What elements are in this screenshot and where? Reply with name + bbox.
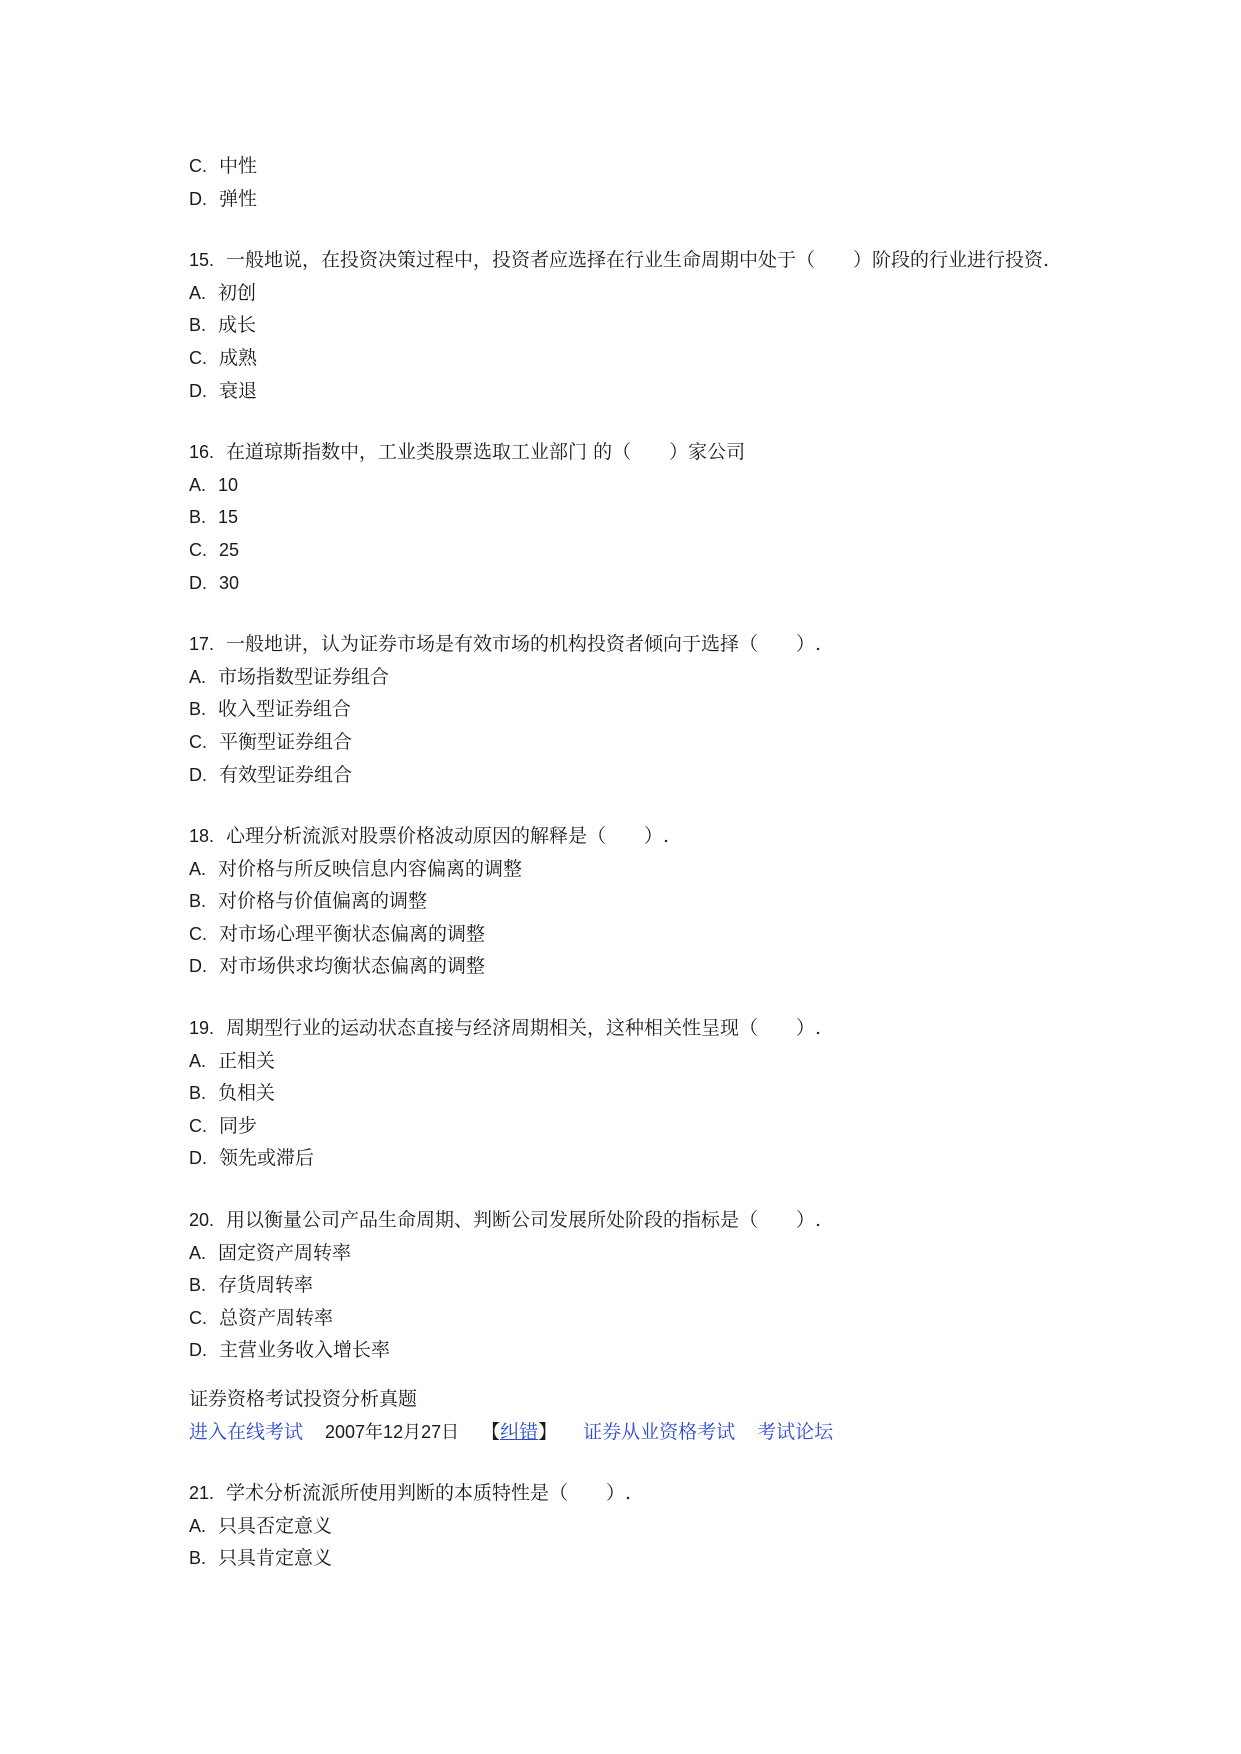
question-stem: 18. 心理分析流派对股票价格波动原因的解释是（ ）. [189, 825, 670, 848]
option-item: B. 存货周转率 [189, 1274, 314, 1297]
option-item: C. 平衡型证券组合 [189, 730, 353, 753]
section-title: 证券资格考试投资分析真题 [189, 1388, 418, 1410]
option-item: A. 初创 [189, 281, 257, 304]
option-item: D. 有效型证券组合 [189, 763, 353, 786]
option-item: A. 对价格与所反映信息内容偏离的调整 [189, 857, 523, 880]
option-item: D. 衰退 [189, 379, 258, 402]
forum-link[interactable]: 考试论坛 [757, 1420, 834, 1443]
option-item: A. 10 [189, 474, 239, 495]
option-item: A. 固定资产周转率 [189, 1241, 352, 1264]
bracket-open: 【 [481, 1420, 501, 1443]
cert-exam-link[interactable]: 证券从业资格考试 [583, 1420, 736, 1443]
option-item: A. 只具否定意义 [189, 1514, 333, 1537]
document-content [189, 150, 1149, 1575]
online-exam-link[interactable]: 进入在线考试 [189, 1420, 304, 1443]
question-stem: 20. 用以衡量公司产品生命周期、判断公司发展所处阶段的指标是（ ）. [189, 1209, 822, 1232]
option-item: B. 对价格与价值偏离的调整 [189, 890, 428, 913]
question-stem: 15. 一般地说，在投资决策过程中，投资者应选择在行业生命周期中处于（ ）阶段的行业进行投资. [189, 249, 1050, 272]
option-item: C. 成熟 [189, 346, 258, 369]
option-item: D. 弹性 [189, 187, 258, 210]
question-stem: 16. 在道琼斯指数中，工业类股票选取工业部门 的（ ）家公司 [189, 441, 746, 464]
option-item: D. 对市场供求均衡状态偏离的调整 [189, 955, 486, 978]
publish-date: 2007年12月27日 [325, 1421, 460, 1442]
option-item: B. 负相关 [189, 1082, 276, 1105]
option-item: D. 领先或滞后 [189, 1147, 315, 1170]
option-item: A. 市场指数型证券组合 [189, 665, 390, 688]
option-item: B. 成长 [189, 314, 257, 337]
option-item: C. 中性 [189, 155, 258, 177]
option-item: D. 30 [189, 572, 240, 593]
option-item: C. 25 [189, 539, 240, 560]
option-item: C. 总资产周转率 [189, 1306, 334, 1329]
question-stem: 17. 一般地讲，认为证券市场是有效市场的机构投资者倾向于选择（ ）. [189, 633, 822, 656]
question-stem: 21. 学术分析流派所使用判断的本质特性是（ ）. [189, 1482, 632, 1505]
option-item: C. 对市场心理平衡状态偏离的调整 [189, 922, 486, 945]
option-item: B. 只具肯定意义 [189, 1547, 333, 1570]
question-stem: 19. 周期型行业的运动状态直接与经济周期相关，这种相关性呈现（ ）. [189, 1017, 822, 1040]
correction-link[interactable]: 纠错 [500, 1420, 539, 1443]
option-item: D. 主营业务收入增长率 [189, 1339, 391, 1362]
bracket-close: 】 [538, 1420, 558, 1443]
option-item: B. 15 [189, 507, 239, 528]
option-item: C. 同步 [189, 1114, 258, 1137]
option-item: B. 收入型证券组合 [189, 698, 352, 721]
option-item: A. 正相关 [189, 1049, 276, 1072]
section-links [189, 1416, 1149, 1449]
